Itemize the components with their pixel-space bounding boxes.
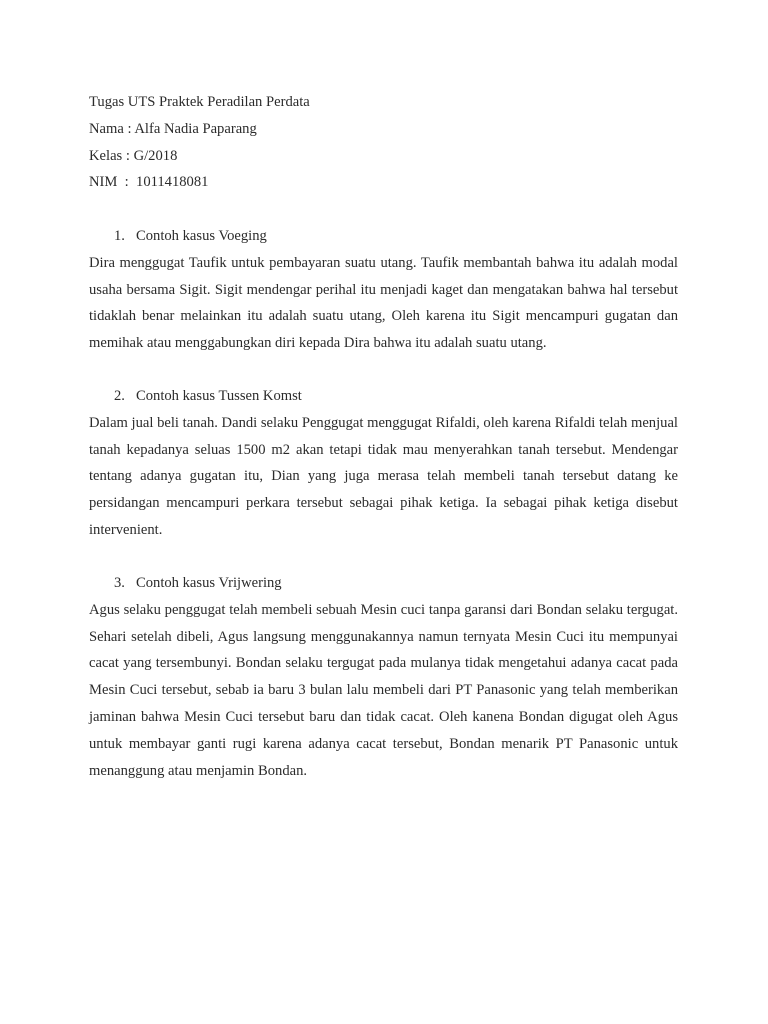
section-tussen-komst xyxy=(89,383,678,544)
section-heading-text: Contoh kasus Vrijwering xyxy=(136,575,282,591)
section-heading-text: Contoh kasus Tussen Komst xyxy=(136,388,302,404)
section-body: Dira menggugat Taufik untuk pembayaran suatu utang. Taufik membantah bahwa itu adalah modal usaha bersama Sigit. Sigit mendengar perihal itu menjadi kaget dan mengatakan bahwa hal tersebut tidaklah benar melainkan itu adalah suatu utang, Oleh karena itu Sigit mencampuri gugatan dan memihak atau menggabungkan diri kepada Dira bahwa itu adalah suatu utang. xyxy=(89,254,678,352)
section-body: Dalam jual beli tanah. Dandi selaku Penggugat menggugat Rifaldi, oleh karena Rifaldi telah menjual tanah kepadanya seluas 1500 m2 akan tetapi tidak mau menyerahkan tanah tersebut. Mendengar tentang adanya gugatan itu, Dian yang juga merasa telah membeli tanah tersebut datang ke persidangan mencampuri perkara tersebut sebagai pihak ketiga. Ia sebagai pihak ketiga disebut intervenient. xyxy=(89,414,678,538)
section-heading xyxy=(89,383,678,410)
section-vrijwering xyxy=(89,570,678,784)
section-number: 3. xyxy=(114,575,125,591)
section-body: Agus selaku penggugat telah membeli sebuah Mesin cuci tanpa garansi dari Bondan selaku tergugat. Sehari setelah dibeli, Agus langsung menggunakannya namun ternyata Mesin Cuci itu mempunyai cacat yang tersembunyi. Bondan selaku tergugat pada mulanya tidak mengetahui adanya cacat pada Mesin Cuci tersebut, sebab ia baru 3 bulan lalu membeli dari PT Panasonic yang telah memberikan jaminan bahwa Mesin Cuci tersebut baru dan tidak cacat. Oleh kanena Bondan digugat oleh Agus untuk membayar ganti rugi karena adanya cacat tersebut, Bondan menarik PT Panasonic untuk menanggung atau menjamin Bondan. xyxy=(89,601,678,779)
document-title: Tugas UTS Praktek Peradilan Perdata xyxy=(89,94,310,110)
student-nim: NIM : 1011418081 xyxy=(89,174,209,191)
section-number: 1. xyxy=(114,228,125,244)
student-name: Nama : Alfa Nadia Paparang xyxy=(89,120,257,137)
student-class: Kelas : G/2018 xyxy=(89,147,178,164)
section-heading xyxy=(89,223,678,250)
section-number: 2. xyxy=(114,388,125,404)
section-heading xyxy=(89,570,678,597)
section-voeging xyxy=(89,223,678,357)
section-heading-text: Contoh kasus Voeging xyxy=(136,228,267,244)
document-header xyxy=(89,89,689,196)
